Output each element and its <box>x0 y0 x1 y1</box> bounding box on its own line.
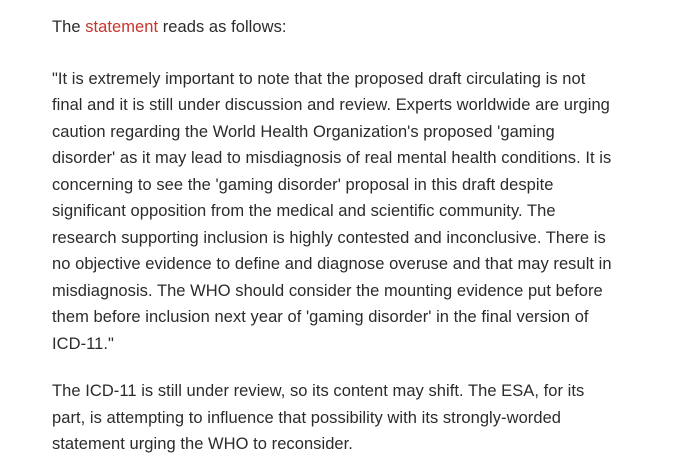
statement-link[interactable]: statement <box>85 18 159 36</box>
intro-text-before: The <box>52 18 86 36</box>
intro-text-after: reads as follows: <box>158 18 287 36</box>
intro-paragraph <box>52 14 700 41</box>
quoted-statement: "It is extremely important to note that the proposed draft circulating is not final and it is still under discussion and review. Experts worldwide are urging caution regarding the World Health Organization's proposed 'gaming disorder' as it may lead to misdiagnosis of real mental health conditions. It is concerning to see the 'gaming disorder' proposal in this draft despite significant opposition from the medical and scientific community. The research supporting inclusion is highly contested and inconclusive. There is no objective evidence to define and diagnose overuse and that may result in misdiagnosis. The WHO should consider the mounting evidence put before them before inclusion next year of 'gaming disorder' in the final version of ICD-11." <box>52 69 612 353</box>
closing-paragraph: The ICD-11 is still under review, so its content may shift. The ESA, for its part, is attempting to influence that possibility with its strongly-worded statement urging the WHO to reconsider. <box>52 382 585 453</box>
